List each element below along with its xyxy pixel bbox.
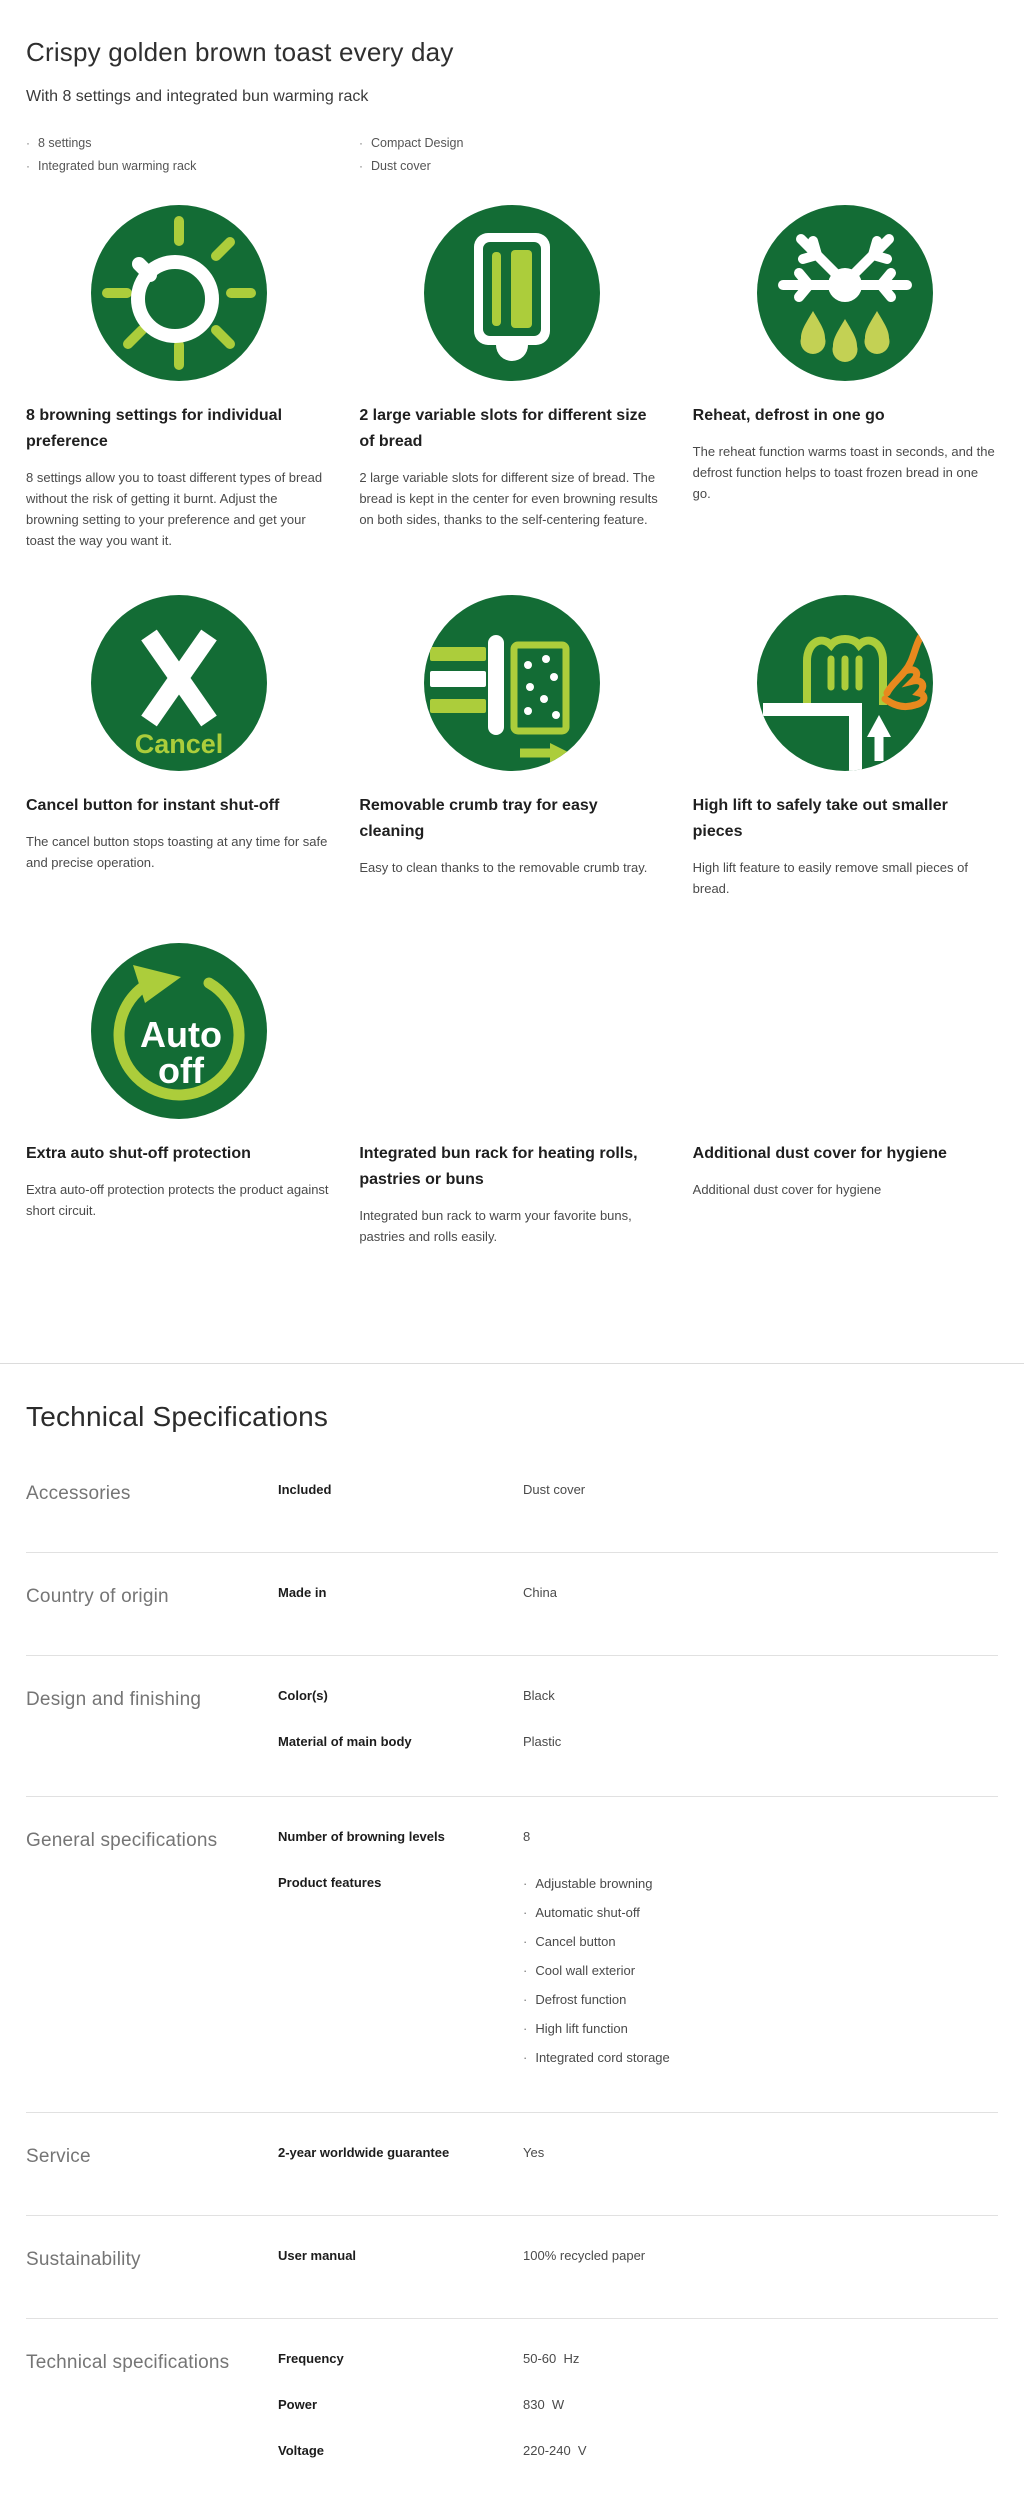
bullet-dot: · (523, 1905, 528, 1920)
spec-group-technical (26, 2319, 998, 2483)
highlight-text: 8 settings (38, 136, 92, 150)
feature-body: 2 large variable slots for different size of bread. The bread is kept in the center for even browning results on both sides, thanks to the self-centering feature. (359, 470, 658, 527)
spec-bullet-item (523, 1963, 998, 1979)
feature-body: Extra auto-off protection protects the product against short circuit. (26, 1182, 329, 1218)
spec-group-label: Design and finishing (26, 1689, 202, 1710)
spec-bullet-item (523, 1992, 998, 2008)
spec-key: Frequency (278, 2351, 344, 2366)
feature-variable-slots (359, 205, 664, 551)
highlight-col-1 (26, 136, 331, 173)
spec-group-label: Country of origin (26, 1586, 169, 1607)
spec-bullet-list (523, 1876, 998, 2066)
spec-key: Number of browning levels (278, 1829, 445, 1844)
page-title: Crispy golden brown toast every day (26, 37, 454, 67)
feature-title: Reheat, defrost in one go (692, 407, 885, 424)
feature-body: Integrated bun rack to warm your favorite buns, pastries and rolls easily. (359, 1208, 632, 1244)
spec-bullet-text: Integrated cord storage (535, 2050, 670, 2065)
spec-row (278, 1875, 998, 2066)
spec-row (278, 1482, 998, 1498)
feature-title: Extra auto shut-off protection (26, 1145, 251, 1162)
highlight-text: Integrated bun warming rack (38, 159, 197, 173)
spec-key: Voltage (278, 2443, 324, 2458)
bullet-dot: · (359, 159, 363, 173)
feature-title: 8 browning settings for individual preference (26, 407, 283, 450)
spec-group-label: Sustainability (26, 2249, 141, 2270)
empty-icon-slot (693, 943, 998, 1119)
spec-group-general (26, 1797, 998, 2113)
cancel-icon (26, 595, 331, 771)
spec-value: 220-240 V (523, 2443, 587, 2458)
spec-group-sustainability (26, 2216, 998, 2319)
feature-body: Additional dust cover for hygiene (692, 1182, 882, 1197)
highlight-list (26, 136, 998, 173)
bullet-dot: · (523, 2050, 528, 2065)
auto-off-icon (26, 943, 331, 1119)
bullet-dot: · (26, 159, 30, 173)
spec-row (278, 2248, 998, 2264)
spec-row (278, 1688, 998, 1704)
bullet-dot: · (523, 1992, 528, 2007)
spec-value: 8 (523, 1829, 531, 1844)
spec-bullet-item (523, 1876, 998, 1892)
spec-group-label: Accessories (26, 1483, 131, 1504)
spec-bullet-text: High lift function (535, 2021, 628, 2036)
page-subtitle: With 8 settings and integrated bun warming rack (26, 88, 369, 105)
auto-off-icon-label-1: Auto (139, 1014, 222, 1055)
spec-bullet-text: Adjustable browning (535, 1876, 653, 1891)
spec-row (278, 2145, 998, 2161)
spec-key: 2-year worldwide guarantee (278, 2145, 450, 2160)
bullet-dot: · (359, 136, 363, 150)
feature-bun-rack (359, 943, 664, 1247)
spec-key: Product features (278, 1875, 382, 1890)
specifications-section (0, 1364, 1024, 2483)
highlight-text: Dust cover (371, 159, 431, 173)
spec-value: Black (523, 1688, 555, 1703)
spec-bullet-text: Cool wall exterior (535, 1963, 636, 1978)
spec-key: Made in (278, 1585, 327, 1600)
spec-group-design (26, 1656, 998, 1797)
variable-slots-icon (359, 205, 664, 381)
feature-title: Cancel button for instant shut-off (26, 797, 280, 814)
spec-row (278, 2397, 998, 2413)
feature-title: 2 large variable slots for different size of bread (359, 407, 647, 450)
spec-group-label: Service (26, 2146, 91, 2167)
feature-body: Easy to clean thanks to the removable crumb tray. (359, 860, 648, 875)
bullet-dot: · (523, 1934, 528, 1949)
spec-bullet-item (523, 1934, 998, 1950)
spec-key: Material of main body (278, 1734, 412, 1749)
feature-browning-settings (26, 205, 331, 551)
spec-value: China (523, 1585, 557, 1600)
highlight-col-2 (359, 136, 664, 173)
highlight-item (359, 136, 664, 150)
feature-auto-off (26, 943, 331, 1247)
feature-high-lift (693, 595, 998, 899)
feature-body: 8 settings allow you to toast different types of bread without the risk of getting it burnt. Adjust the browning setting to your preference and get your toast the way you want it. (26, 470, 323, 548)
spec-group-service (26, 2113, 998, 2216)
spec-value: 50-60 Hz (523, 2351, 580, 2366)
feature-crumb-tray (359, 595, 664, 899)
spec-value: Plastic (523, 1734, 562, 1749)
spec-key: Included (278, 1482, 332, 1497)
feature-title: Removable crumb tray for easy cleaning (359, 797, 598, 840)
reheat-defrost-icon (693, 205, 998, 381)
spec-group-country (26, 1553, 998, 1656)
spec-group-accessories (26, 1450, 998, 1553)
bullet-dot: · (523, 1963, 528, 1978)
spec-row (278, 1734, 998, 1750)
feature-reheat-defrost (693, 205, 998, 551)
spec-bullet-text: Cancel button (535, 1934, 616, 1949)
spec-row (278, 2443, 998, 2459)
spec-value: Dust cover (523, 1482, 586, 1497)
feature-title: Additional dust cover for hygiene (692, 1145, 947, 1162)
empty-icon-slot (359, 943, 664, 1119)
highlight-text: Compact Design (371, 136, 464, 150)
spec-bullet-text: Automatic shut-off (535, 1905, 640, 1920)
spec-key: User manual (278, 2248, 357, 2263)
bullet-dot: · (26, 136, 30, 150)
cancel-icon-label: Cancel (134, 729, 223, 759)
feature-body: The reheat function warms toast in seconds, and the defrost function helps to toast frozen bread in one go. (692, 444, 995, 501)
feature-grid (26, 205, 998, 1247)
highlight-item (359, 159, 664, 173)
crumb-tray-icon (359, 595, 664, 771)
feature-cancel-button (26, 595, 331, 899)
spec-bullet-text: Defrost function (535, 1992, 627, 2007)
highlight-item (26, 136, 331, 150)
feature-dust-cover (693, 943, 998, 1247)
spec-bullet-item (523, 2021, 998, 2037)
spec-bullet-item (523, 1905, 998, 1921)
spec-group-label: Technical specifications (26, 2352, 230, 2373)
feature-body: High lift feature to easily remove small pieces of bread. (692, 860, 968, 896)
bullet-dot: · (523, 1876, 528, 1891)
spec-value: Yes (523, 2145, 545, 2160)
browning-dial-icon (26, 205, 331, 381)
spec-value: 830 W (523, 2397, 565, 2412)
feature-title: Integrated bun rack for heating rolls, pastries or buns (359, 1145, 638, 1188)
spec-key: Power (278, 2397, 318, 2412)
spec-row (278, 1585, 998, 1601)
spec-value: 100% recycled paper (523, 2248, 646, 2263)
spec-bullet-item (523, 2050, 998, 2066)
spec-row (278, 2351, 998, 2367)
specs-heading: Technical Specifications (26, 1401, 329, 1432)
bullet-dot: · (523, 2021, 528, 2036)
spec-key: Color(s) (278, 1688, 328, 1703)
feature-title: High lift to safely take out smaller pieces (692, 797, 948, 840)
spec-row (278, 1829, 998, 1845)
highlight-item (26, 159, 331, 173)
auto-off-icon-label-2: off (157, 1050, 204, 1091)
high-lift-icon (693, 595, 998, 771)
feature-body: The cancel button stops toasting at any time for safe and precise operation. (26, 834, 328, 870)
spec-group-label: General specifications (26, 1830, 218, 1851)
